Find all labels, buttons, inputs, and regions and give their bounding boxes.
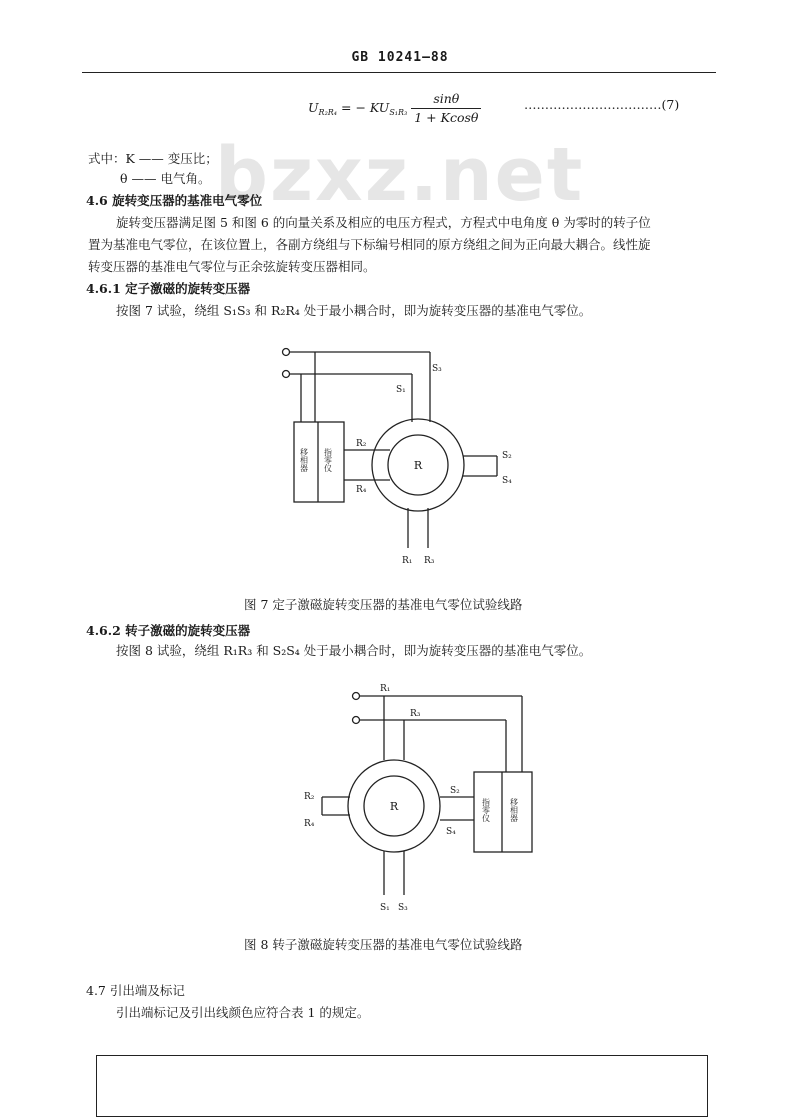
fig8-label-s3: S₃ bbox=[398, 903, 408, 913]
fig8-terminal-bottom bbox=[353, 717, 360, 724]
where-line-k: 式中：K —— 变压比； bbox=[88, 151, 218, 166]
fig8-label-r1: R₁ bbox=[380, 684, 391, 694]
figure-8-caption: 图 8 转子激磁旋转变压器的基准电气零位试验线路 bbox=[244, 937, 523, 952]
fig8-label-s1: S₁ bbox=[380, 903, 390, 913]
section-4-7-text: 引出端标记及引出线颜色应符合表 1 的规定。 bbox=[116, 1005, 370, 1020]
fig7-label-r3: R₃ bbox=[424, 556, 435, 566]
section-4-6-para-line3: 转变压器的基准电气零位与正余弦旋转变压器相同。 bbox=[88, 259, 376, 274]
fig8-label-r2: R₂ bbox=[304, 792, 315, 802]
section-4-6-heading: 4.6 旋转变压器的基准电气零位 bbox=[86, 193, 263, 208]
section-4-6-2-text: 按图 8 试验，绕组 R₁R₃ 和 S₂S₄ 处于最小耦合时，即为旋转变压器的基准电气零位。 bbox=[116, 643, 592, 658]
fig7-label-s4: S₄ bbox=[502, 476, 512, 486]
fig7-terminal-top bbox=[283, 349, 290, 356]
fig7-null-indicator-label: 指零仪 bbox=[323, 448, 333, 472]
page-header-standard-number: GB 10241—88 bbox=[351, 50, 449, 65]
section-4-6-1-text: 按图 7 试验，绕组 S₁S₃ 和 R₂R₄ 处于最小耦合时，即为旋转变压器的基准电气零位。 bbox=[116, 303, 592, 318]
fig8-label-r4: R₄ bbox=[304, 819, 315, 829]
section-4-6-1-heading: 4.6.1 定子激磁的旋转变压器 bbox=[86, 281, 251, 296]
fig7-rotor-label: R bbox=[413, 459, 423, 472]
equation-7: $U_{R_2R_4}$ = − $KU_{S_1R_3}$ $\frac{\sin\theta}{1 + Kcos\theta}$ bbox=[308, 90, 481, 127]
fig7-label-s1: S₁ bbox=[396, 385, 406, 395]
table-1-frame bbox=[96, 1055, 708, 1117]
fig8-label-s4: S₄ bbox=[446, 827, 456, 837]
fig7-terminal-bottom bbox=[283, 371, 290, 378]
fig7-label-r2: R₂ bbox=[356, 439, 367, 449]
fig8-rotor-label: R bbox=[389, 800, 399, 813]
where-line-theta: θ —— 电气角。 bbox=[120, 171, 211, 186]
section-4-6-para-line2: 置为基准电气零位，在该位置上，各副方绕组与下标编号相同的原方绕组之间为正向最大耦合。线性旋 bbox=[88, 237, 651, 252]
watermark: bzxz.net bbox=[215, 132, 585, 218]
equation-number: ……………………………(7) bbox=[524, 97, 680, 112]
fig8-label-s2: S₂ bbox=[450, 786, 460, 796]
fig7-label-r4: R₄ bbox=[356, 485, 367, 495]
section-4-6-para-line1: 旋转变压器满足图 5 和图 6 的向量关系及相应的电压方程式，方程式中电角度 θ 为零时的转子位 bbox=[116, 215, 651, 230]
fig8-terminal-top bbox=[353, 693, 360, 700]
equation-7-fraction: $\frac{\sin\theta}{1 + Kcos\theta}$ bbox=[411, 90, 481, 127]
fig7-label-s3: S₃ bbox=[432, 364, 442, 374]
fig7-label-s2: S₂ bbox=[502, 451, 512, 461]
fig8-label-r3: R₃ bbox=[410, 709, 421, 719]
section-4-6-2-heading: 4.6.2 转子激磁的旋转变压器 bbox=[86, 623, 251, 638]
fig8-null-indicator-label: 指零仪 bbox=[481, 798, 491, 822]
section-4-7-heading: 4.7 引出端及标记 bbox=[86, 983, 185, 998]
fig8-phase-shifter-label: 移相器 bbox=[509, 798, 519, 822]
figure-7-caption: 图 7 定子激磁旋转变压器的基准电气零位试验线路 bbox=[244, 597, 523, 612]
fig7-label-r1: R₁ bbox=[402, 556, 413, 566]
fig7-phase-shifter-label: 移相器 bbox=[299, 448, 309, 472]
